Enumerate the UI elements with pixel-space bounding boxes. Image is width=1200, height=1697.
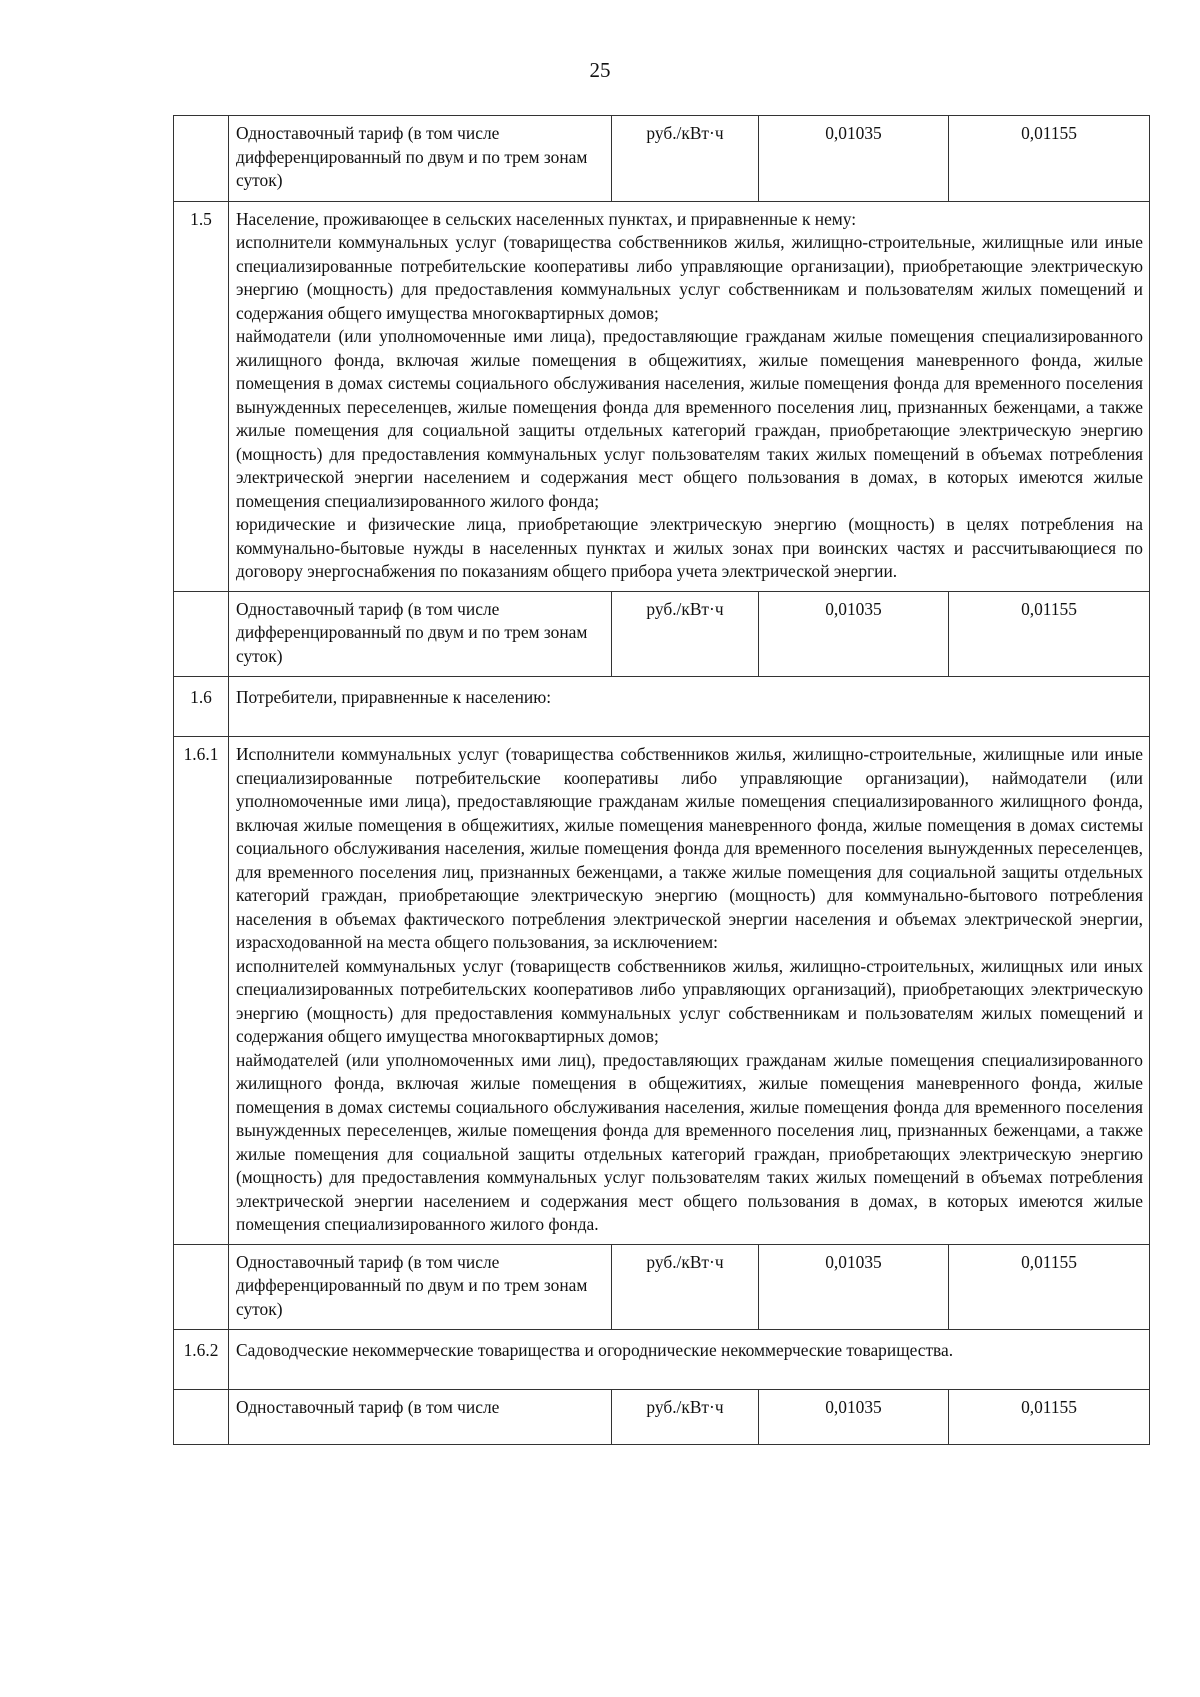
tariff-label: Одноставочный тариф (в том числе дифференцированный по двум и по трем зонам суток) [229,591,612,677]
value-1-cell: 0,01035 [759,1244,949,1330]
row-number: 1.6 [174,677,229,737]
table-row-section-1-6-1 [174,737,1150,1245]
value-1-cell: 0,01035 [759,116,949,202]
section-paragraph: исполнителей коммунальных услуг (товариществ собственников жилья, жилищно-строительных, жилищных или иных специализированных потребительских кооперативов либо управляющих организаций), приобретающих электрическую энергию (мощность) для предоставления коммунальных услуг собственникам и пользователям жилых помещений и содержания общего имущества многоквартирных домов; [236,955,1143,1046]
tariff-label: Одноставочный тариф (в том числе дифференцированный по двум и по трем зонам суток) [229,116,612,202]
value-1-cell: 0,01035 [759,1390,949,1445]
unit-cell: руб./кВт·ч [612,1244,759,1330]
table-row-section-1-5 [174,201,1150,591]
section-paragraph: Население, проживающее в сельских населенных пунктах, и приравненные к нему: [236,208,857,229]
table-row [174,591,1150,677]
table-row-section-1-6 [174,677,1150,737]
value-2-cell: 0,01155 [949,116,1150,202]
value-2-cell: 0,01155 [949,1390,1150,1445]
row-number: 1.5 [174,201,229,591]
table-row-section-1-6-2 [174,1330,1150,1390]
table-row [174,1244,1150,1330]
section-paragraph: наймодатели (или уполномоченные ими лица), предоставляющие гражданам жилые помещения специализированного жилищного фонда, включая жилые помещения в общежитиях, жилые помещения маневренного фонда, жилые помещения в домах системы социального обслуживания населения, жилые помещения фонда для временного поселения вынужденных переселенцев, жилые помещения фонда для временного поселения лиц, признанных беженцами, а также жилые помещения для социальной защиты отдельных категорий граждан, приобретающие электрическую энергию (мощность) для предоставления коммунальных услуг пользователям таких жилых помещений в объемах потребления электрической энергии населением и содержания мест общего пользования в домах, в которых имеются жилые помещения специализированного жилого фонда; [236,326,1143,511]
row-number-cell [174,591,229,677]
tariff-table [173,115,1150,1445]
section-paragraph: исполнители коммунальных услуг (товарищества собственников жилья, жилищно-строительные, жилищные или иные специализированные потребительские кооперативы либо управляющие организации), приобретающие электрическую энергию (мощность) для предоставления коммунальных услуг собственникам и пользователям жилых помещений и содержания общего имущества многоквартирных домов; [236,232,1143,323]
section-text: Потребители, приравненные к населению: [229,677,1150,737]
value-1-cell: 0,01035 [759,591,949,677]
unit-cell: руб./кВт·ч [612,591,759,677]
tariff-label: Одноставочный тариф (в том числе дифференцированный по двум и по трем зонам суток) [229,1244,612,1330]
page-number: 25 [589,58,611,82]
section-paragraph: юридические и физические лица, приобретающие электрическую энергию (мощность) в целях потребления на коммунально-бытовые нужды в населенных пунктах и жилых зонах при воинских частях и рассчитывающиеся по договору энергоснабжения по показаниям общего прибора учета электрической энергии. [236,514,1143,581]
section-paragraph: наймодателей (или уполномоченных ими лиц), предоставляющих гражданам жилые помещения специализированного жилищного фонда, включая жилые помещения в общежитиях, жилые помещения маневренного фонда, жилые помещения в домах системы социального обслуживания населения, жилые помещения фонда для временного поселения вынужденных переселенцев, жилые помещения фонда для временного поселения лиц, признанных беженцами, а также жилые помещения для социальной защиты отдельных категорий граждан, приобретающих электрическую энергию (мощность) для предоставления коммунальных услуг пользователям таких жилых помещений в объемах потребления электрической энергии населением и содержания мест общего пользования в домах, в которых имеются жилые помещения специализированного жилого фонда. [236,1049,1143,1234]
section-text [229,201,1150,591]
unit-cell: руб./кВт·ч [612,116,759,202]
section-text: Садоводческие некоммерческие товарищества и огороднические некоммерческие товарищества. [229,1330,1150,1390]
table-row [174,1390,1150,1445]
value-2-cell: 0,01155 [949,591,1150,677]
row-number-cell [174,1390,229,1445]
row-number-cell [174,116,229,202]
unit-cell: руб./кВт·ч [612,1390,759,1445]
row-number-cell [174,1244,229,1330]
table-row [174,116,1150,202]
row-number: 1.6.1 [174,737,229,1245]
section-text [229,737,1150,1245]
tariff-label: Одноставочный тариф (в том числе [229,1390,612,1445]
section-paragraph: Исполнители коммунальных услуг (товарищества собственников жилья, жилищно-строительные, жилищные или иные специализированные потребительские кооперативы либо управляющие организации), наймодатели (или уполномоченные ими лица), предоставляющие гражданам жилые помещения специализированного жилищного фонда, включая жилые помещения в общежитиях, жилые помещения маневренного фонда, жилые помещения в домах системы социального обслуживания населения, жилые помещения фонда для временного поселения вынужденных переселенцев, для временного поселения лиц, признанных беженцами, а также жилые помещения для социальной защиты отдельных категорий граждан, приобретающие электрическую энергию (мощность) для коммунально-бытового потребления населения в объемах фактического потребления электрической энергии населения и объемах электрической энергии, израсходованной на места общего пользования, за исключением: [236,744,1143,952]
row-number: 1.6.2 [174,1330,229,1390]
value-2-cell: 0,01155 [949,1244,1150,1330]
